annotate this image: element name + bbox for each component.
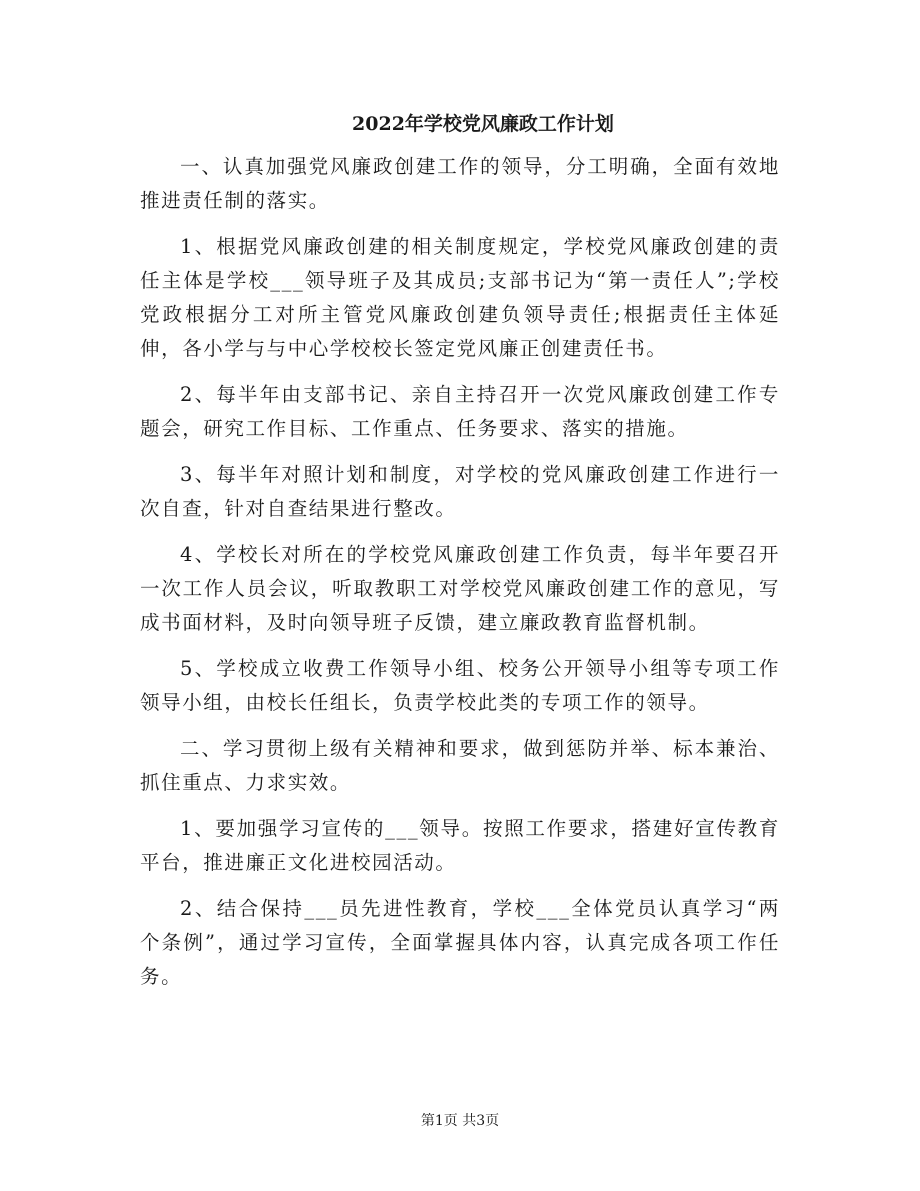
paragraph-2: 1、根据党风廉政创建的相关制度规定，学校党风廉政创建的责任主体是学校___领导班子及其成员;支部书记为“第一责任人”;学校党政根据分工对所主管党风廉政创建负领导责任;根据责任主体延伸，各小学与与中心学校校长签定党风廉正创建责任书。 <box>140 235 780 360</box>
paragraph-7: 二、学习贯彻上级有关精神和要求，做到惩防并举、标本兼治、抓住重点、力求实效。 <box>140 737 780 794</box>
document-title: 2022年学校党风廉政工作计划 <box>352 113 614 135</box>
paragraph-1: 一、认真加强党风廉政创建工作的领导，分工明确，全面有效地推进责任制的落实。 <box>140 155 780 212</box>
page-footer: 第1页 共3页 <box>420 1113 500 1129</box>
paragraph-4: 3、每半年对照计划和制度，对学校的党风廉政创建工作进行一次自查，针对自查结果进行整改。 <box>140 463 780 520</box>
paragraph-9: 2、结合保持___员先进性教育，学校___全体党员认真学习“两个条例”，通过学习宣传，全面掌握具体内容，认真完成各项工作任务。 <box>140 897 780 988</box>
paragraph-3: 2、每半年由支部书记、亲自主持召开一次党风廉政创建工作专题会，研究工作目标、工作重点、任务要求、落实的措施。 <box>140 383 780 440</box>
paragraph-5: 4、学校长对所在的学校党风廉政创建工作负责，每半年要召开一次工作人员会议，听取教职工对学校党风廉政创建工作的意见，写成书面材料，及时向领导班子反馈，建立廉政教育监督机制。 <box>140 543 780 634</box>
paragraph-8: 1、要加强学习宣传的___领导。按照工作要求，搭建好宣传教育平台，推进廉正文化进校园活动。 <box>140 817 780 874</box>
document-body <box>140 150 780 1006</box>
paragraph-6: 5、学校成立收费工作领导小组、校务公开领导小组等专项工作领导小组，由校长任组长，负责学校此类的专项工作的领导。 <box>140 657 780 714</box>
